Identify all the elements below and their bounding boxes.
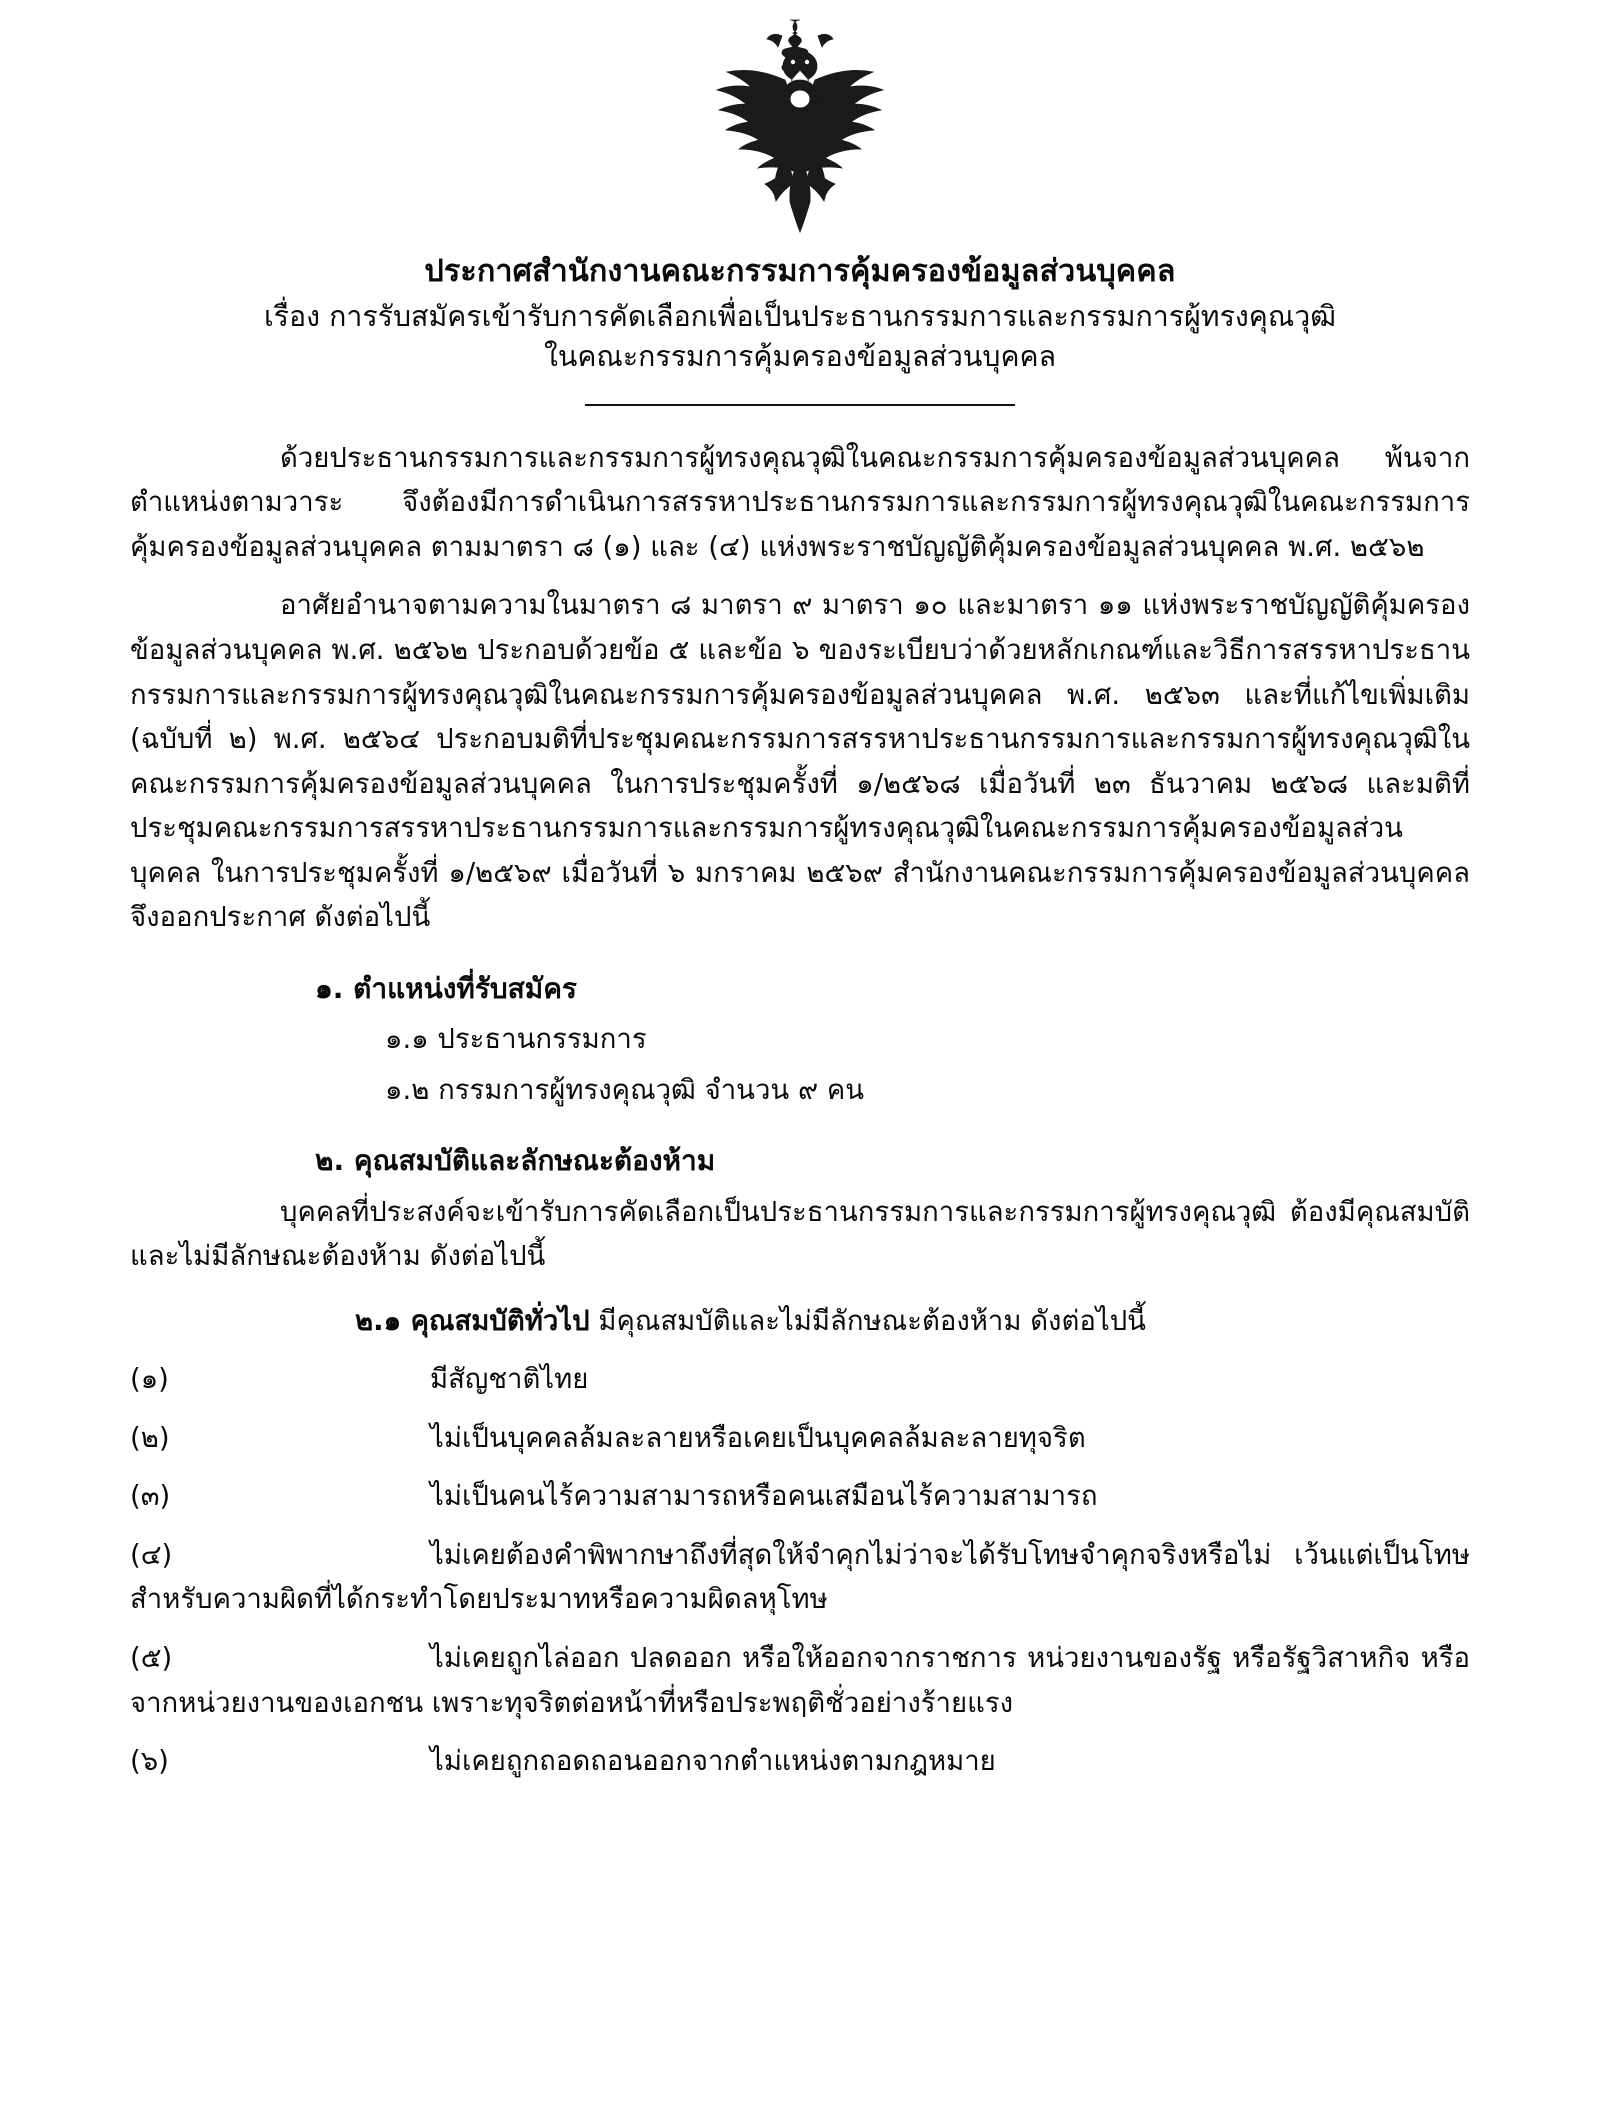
- paragraph-1: [130, 436, 1470, 570]
- list-marker-text: (๓): [130, 1480, 171, 1513]
- section-2-intro: [130, 1190, 1470, 1279]
- section-1-item-1: ๑.๑ ประธานกรรมการ: [385, 1023, 647, 1056]
- section-2-heading: ๒. คุณสมบัติและลักษณะต้องห้าม: [315, 1144, 716, 1178]
- emblem-container: [130, 14, 1470, 246]
- list-item: [130, 1739, 1470, 1784]
- list-item: [130, 1474, 1470, 1519]
- list-marker-text: (๒): [130, 1421, 170, 1454]
- section-2-1-heading: [130, 1299, 1470, 1344]
- paragraph-2: [130, 583, 1470, 939]
- section-2-1-heading-rest: มีคุณสมบัติและไม่มีลักษณะต้องห้าม ดังต่อไปนี้: [589, 1304, 1146, 1337]
- subject-line-1: เรื่อง การรับสมัครเข้ารับการคัดเลือกเพื่อเป็นประธานกรรมการและกรรมการผู้ทรงคุณวุฒิ: [263, 299, 1337, 333]
- subject-line-2: ในคณะกรรมการคุ้มครองข้อมูลส่วนบุคคล: [543, 340, 1057, 374]
- list-item: [130, 1357, 1470, 1402]
- list-text-5: ไม่เคยถูกไล่ออก ปลดออก หรือให้ออกจากราชการ หน่วยงานของรัฐ หรือรัฐวิสาหกิจ หรือจากหน่วยงานของเอกชน เพราะทุจริตต่อหน้าที่หรือประพฤติชั่วอย่างร้ายแรง: [130, 1642, 1470, 1719]
- list-text-6: ไม่เคยถูกถอดถอนออกจากตำแหน่งตามกฎหมาย: [430, 1745, 996, 1778]
- section-2-1-heading-bold: ๒.๑ คุณสมบัติทั่วไป: [355, 1304, 590, 1337]
- paragraph-1-text: ด้วยประธานกรรมการและกรรมการผู้ทรงคุณวุฒิในคณะกรรมการคุ้มครองข้อมูลส่วนบุคคล พ้นจากตำแหน่งตามวาระ จึงต้องมีการดำเนินการสรรหาประธานกรรมการและกรรมการผู้ทรงคุณวุฒิในคณะกรรมการคุ้มครองข้อมูลส่วนบุคคล ตามมาตรา ๘ (๑) และ (๔) แห่งพระราชบัญญัติคุ้มครองข้อมูลส่วนบุคคล พ.ศ. ๒๕๖๒: [130, 441, 1470, 563]
- list-marker-2: [130, 1416, 430, 1461]
- garuda-emblem: [685, 14, 915, 239]
- list-marker-text: (๖): [130, 1745, 169, 1778]
- list-marker-1: [130, 1357, 430, 1402]
- list-marker-3: [130, 1474, 430, 1519]
- page-title: ประกาศสำนักงานคณะกรรมการคุ้มครองข้อมูลส่วนบุคคล: [424, 254, 1176, 289]
- list-marker-text: (๕): [130, 1642, 173, 1674]
- list-text-2: ไม่เป็นบุคคลล้มละลายหรือเคยเป็นบุคคลล้มละลายทุจริต: [430, 1421, 1086, 1454]
- list-marker-5: [130, 1636, 430, 1681]
- list-item: [130, 1533, 1470, 1622]
- list-text-3: ไม่เป็นคนไร้ความสามารถหรือคนเสมือนไร้ความสามารถ: [430, 1480, 1098, 1513]
- section-1-heading: ๑. ตำแหน่งที่รับสมัคร: [315, 971, 577, 1005]
- divider-rule: [585, 404, 1015, 406]
- section-1-item-2: ๑.๒ กรรมการผู้ทรงคุณวุฒิ จำนวน ๙ คน: [385, 1073, 865, 1106]
- list-text-1: มีสัญชาติไทย: [430, 1363, 589, 1396]
- list-item: [130, 1416, 1470, 1461]
- list-item: [130, 1636, 1470, 1725]
- paragraph-2-text: อาศัยอำนาจตามความในมาตรา ๘ มาตรา ๙ มาตรา ๑๐ และมาตรา ๑๑ แห่งพระราชบัญญัติคุ้มครองข้อมูลส่วนบุคคล พ.ศ. ๒๕๖๒ ประกอบด้วยข้อ ๕ และข้อ ๖ ของระเบียบว่าด้วยหลักเกณฑ์และวิธีการสรรหาประธานกรรมการและกรรมการผู้ทรงคุณวุฒิในคณะกรรมการคุ้มครองข้อมูลส่วนบุคคล พ.ศ. ๒๕๖๓ และที่แก้ไขเพิ่มเติม (ฉบับที่ ๒) พ.ศ. ๒๕๖๔ ประกอบมติที่ประชุมคณะกรรมการสรรหาประธานกรรมการและกรรมการผู้ทรงคุณวุฒิในคณะกรรมการคุ้มครองข้อมูลส่วนบุคคล ในการประชุมครั้งที่ ๑/๒๕๖๘ เมื่อวันที่ ๒๓ ธันวาคม ๒๕๖๘ และมติที่ประชุมคณะกรรมการสรรหาประธานกรรมการและกรรมการผู้ทรงคุณวุฒิในคณะกรรมการคุ้มครองข้อมูลส่วนบุคคล ในการประชุมครั้งที่ ๑/๒๕๖๙ เมื่อวันที่ ๖ มกราคม ๒๕๖๙ สำนักงานคณะกรรมการคุ้มครองข้อมูลส่วนบุคคล จึงออกประกาศ ดังต่อไปนี้: [130, 589, 1470, 934]
- list-marker-text: (๔): [130, 1538, 173, 1571]
- list-text-4: ไม่เคยต้องคำพิพากษาถึงที่สุดให้จำคุกไม่ว่าจะได้รับโทษจำคุกจริงหรือไม่ เว้นแต่เป็นโทษสำหรับความผิดที่ได้กระทำโดยประมาทหรือความผิดลหุโทษ: [130, 1538, 1470, 1616]
- list-marker-text: (๑): [130, 1363, 169, 1396]
- list-marker-6: [130, 1739, 430, 1784]
- section-2-intro-text: บุคคลที่ประสงค์จะเข้ารับการคัดเลือกเป็นประธานกรรมการและกรรมการผู้ทรงคุณวุฒิ ต้องมีคุณสมบัติและไม่มีลักษณะต้องห้าม ดังต่อไปนี้: [130, 1195, 1470, 1273]
- document-body: [130, 436, 1470, 1796]
- title-block: [130, 252, 1470, 406]
- list-marker-4: [130, 1533, 430, 1578]
